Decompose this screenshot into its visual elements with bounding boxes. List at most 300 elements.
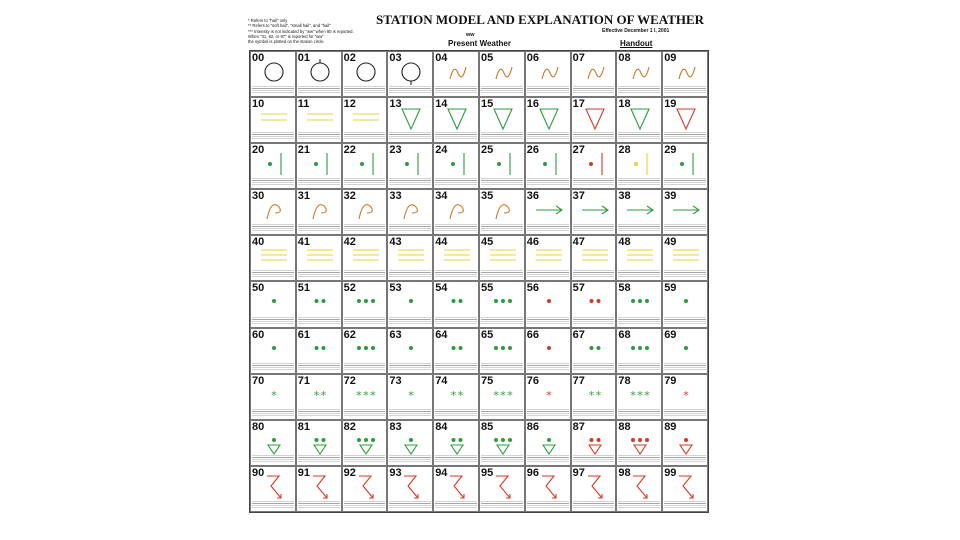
- handout-label: Handout: [620, 39, 653, 48]
- weather-cell-31: [296, 189, 342, 235]
- weather-cell-26: [525, 143, 571, 189]
- weather-code: 60: [252, 328, 265, 341]
- weather-symbol-icon: [438, 426, 476, 456]
- weather-symbol-icon: [255, 57, 293, 87]
- weather-code: 67: [572, 328, 585, 341]
- description-text-block: [435, 178, 477, 187]
- description-text-block: [481, 455, 523, 464]
- weather-cell-11: [296, 97, 342, 143]
- description-text-block: [298, 224, 340, 233]
- weather-cell-94: [433, 466, 479, 512]
- weather-code: 87: [572, 420, 585, 433]
- weather-code: 31: [297, 190, 311, 203]
- weather-symbol-icon: [347, 149, 385, 179]
- weather-code: 10: [252, 98, 265, 111]
- weather-symbol-icon: [392, 57, 430, 87]
- description-text-block: [252, 224, 294, 233]
- weather-symbol-icon: [484, 287, 522, 317]
- weather-code: 90: [252, 466, 265, 479]
- weather-cell-14: [433, 97, 479, 143]
- description-text-block: [435, 86, 477, 95]
- weather-code: 61: [297, 328, 311, 341]
- weather-cell-00: [250, 51, 296, 97]
- weather-code: 45: [480, 236, 494, 249]
- weather-cell-96: [525, 466, 571, 512]
- description-text-block: [481, 317, 523, 326]
- weather-symbol-icon: [621, 426, 659, 456]
- footnote: *** Intensity is not indicated by "ww" when 80 is reported.: [248, 28, 354, 34]
- description-text-block: [435, 270, 477, 279]
- description-text-block: [389, 363, 431, 372]
- description-text-block: [618, 132, 660, 141]
- weather-symbol-icon: [392, 380, 430, 410]
- weather-code: 37: [572, 190, 585, 203]
- description-text-block: [618, 317, 660, 326]
- weather-code: 98: [618, 466, 631, 479]
- weather-cell-72: [342, 374, 388, 420]
- weather-cell-10: [250, 97, 296, 143]
- weather-cell-98: [616, 466, 662, 512]
- weather-symbol-icon: [255, 426, 293, 456]
- weather-code: 43: [389, 236, 402, 249]
- weather-code: 49: [664, 236, 677, 249]
- footnote: ** Refers to "soft hail", "small hail", and "hail": [248, 23, 331, 29]
- weather-code: 94: [435, 466, 448, 479]
- description-text-block: [573, 178, 615, 187]
- weather-symbol-icon: [621, 149, 659, 179]
- weather-code: 33: [389, 190, 402, 203]
- weather-code: 02: [343, 52, 356, 64]
- weather-code: 80: [252, 420, 265, 433]
- weather-cell-81: [296, 420, 342, 466]
- weather-code: 13: [389, 98, 402, 111]
- page-title: STATION MODEL AND EXPLANATION OF WEATHER: [376, 12, 705, 27]
- weather-code: 01: [297, 52, 311, 64]
- weather-code: 19: [664, 98, 677, 111]
- weather-code: 76: [526, 374, 540, 387]
- description-text-block: [527, 455, 569, 464]
- svg-text:*: *: [595, 388, 601, 402]
- weather-cell-47: [571, 235, 617, 281]
- weather-cell-53: [387, 281, 433, 327]
- svg-text:*: *: [546, 388, 552, 402]
- weather-symbol-icon: [301, 287, 339, 317]
- weather-symbol-icon: [667, 287, 705, 317]
- weather-symbol-icon: [301, 103, 339, 133]
- weather-code: 58: [618, 282, 631, 295]
- weather-code: 27: [572, 144, 585, 157]
- weather-cell-83: [387, 420, 433, 466]
- weather-cell-35: [479, 189, 525, 235]
- weather-code: 57: [572, 282, 585, 295]
- weather-symbol-icon: [530, 241, 568, 271]
- weather-symbol-icon: [438, 241, 476, 271]
- footnote: * Refers to "hail" only: [248, 18, 288, 23]
- weather-symbol-icon: [438, 472, 476, 502]
- description-text-block: [527, 270, 569, 279]
- svg-text:*: *: [644, 388, 651, 402]
- weather-symbol-icon: [576, 472, 614, 502]
- description-text-block: [389, 178, 431, 187]
- weather-symbol-icon: [484, 380, 522, 410]
- weather-code: 97: [572, 466, 585, 479]
- description-text-block: [664, 132, 706, 141]
- svg-text:*: *: [362, 388, 369, 402]
- weather-cell-45: [479, 235, 525, 281]
- weather-symbol-icon: [392, 241, 430, 271]
- description-text-block: [573, 363, 615, 372]
- weather-code: 56: [526, 282, 540, 295]
- weather-symbol-icon: [484, 241, 522, 271]
- weather-cell-59: [662, 281, 708, 327]
- description-text-block: [481, 224, 523, 233]
- description-text-block: [389, 317, 431, 326]
- weather-symbol-icon: [255, 472, 293, 502]
- weather-symbol-icon: [347, 241, 385, 271]
- weather-code: 95: [480, 466, 494, 479]
- weather-symbol-icon: [255, 287, 293, 317]
- weather-cell-89: [662, 420, 708, 466]
- weather-symbol-icon: [530, 149, 568, 179]
- weather-symbol-icon: [347, 426, 385, 456]
- weather-symbol-icon: [530, 426, 568, 456]
- weather-cell-22: [342, 143, 388, 189]
- weather-cell-12: [342, 97, 388, 143]
- weather-cell-16: [525, 97, 571, 143]
- weather-code: 20: [252, 144, 265, 157]
- weather-cell-36: [525, 189, 571, 235]
- weather-cell-77: [571, 374, 617, 420]
- weather-symbol-icon: [301, 241, 339, 271]
- present-weather-grid: [249, 50, 709, 513]
- weather-code: 79: [664, 374, 677, 387]
- weather-cell-19: [662, 97, 708, 143]
- description-text-block: [252, 409, 294, 418]
- description-text-block: [252, 270, 294, 279]
- weather-cell-13: [387, 97, 433, 143]
- weather-cell-70: [250, 374, 296, 420]
- weather-cell-95: [479, 466, 525, 512]
- weather-symbol-icon: [301, 334, 339, 364]
- weather-code: 24: [435, 144, 448, 157]
- weather-code: 73: [389, 374, 402, 387]
- svg-text:*: *: [320, 388, 327, 402]
- weather-symbol-icon: [667, 57, 705, 87]
- weather-code: 75: [480, 374, 494, 387]
- weather-cell-82: [342, 420, 388, 466]
- description-text-block: [252, 363, 294, 372]
- weather-code: 17: [572, 98, 585, 111]
- weather-symbol-icon: [667, 149, 705, 179]
- weather-cell-24: [433, 143, 479, 189]
- svg-text:*: *: [637, 388, 644, 402]
- svg-text:*: *: [450, 388, 457, 402]
- description-text-block: [252, 501, 294, 510]
- description-text-block: [481, 132, 523, 141]
- description-text-block: [527, 132, 569, 141]
- weather-symbol-icon: [438, 287, 476, 317]
- weather-cell-37: [571, 189, 617, 235]
- weather-cell-65: [479, 328, 525, 374]
- weather-symbol-icon: [484, 195, 522, 225]
- weather-cell-39: [662, 189, 708, 235]
- weather-symbol-icon: [301, 380, 339, 410]
- weather-cell-33: [387, 189, 433, 235]
- description-text-block: [344, 270, 386, 279]
- description-text-block: [298, 270, 340, 279]
- weather-symbol-icon: [621, 287, 659, 317]
- weather-symbol-icon: [301, 426, 339, 456]
- description-text-block: [298, 178, 340, 187]
- description-text-block: [527, 86, 569, 95]
- description-text-block: [298, 501, 340, 510]
- weather-symbol-icon: [347, 195, 385, 225]
- svg-text:*: *: [507, 388, 513, 402]
- description-text-block: [435, 224, 477, 233]
- weather-cell-60: [250, 328, 296, 374]
- weather-cell-06: [525, 51, 571, 97]
- weather-symbol-icon: [347, 287, 385, 317]
- weather-code: 85: [480, 420, 494, 433]
- svg-text:*: *: [500, 388, 506, 402]
- weather-cell-49: [662, 235, 708, 281]
- description-text-block: [481, 178, 523, 187]
- weather-cell-44: [433, 235, 479, 281]
- description-text-block: [664, 270, 706, 279]
- description-text-block: [664, 86, 706, 95]
- description-text-block: [344, 178, 386, 187]
- description-text-block: [527, 409, 569, 418]
- weather-symbol-icon: [484, 103, 522, 133]
- description-text-block: [435, 501, 477, 510]
- weather-cell-86: [525, 420, 571, 466]
- weather-code: 16: [526, 98, 540, 111]
- weather-code: 92: [343, 466, 356, 479]
- weather-code: 88: [618, 420, 631, 433]
- svg-text:*: *: [493, 388, 499, 402]
- weather-code: 30: [252, 190, 265, 203]
- weather-symbol-icon: [667, 334, 705, 364]
- description-text-block: [252, 86, 294, 95]
- weather-cell-92: [342, 466, 388, 512]
- weather-code: 06: [526, 52, 540, 64]
- weather-cell-01: [296, 51, 342, 97]
- weather-symbol-icon: [255, 149, 293, 179]
- weather-code: 81: [297, 420, 311, 433]
- description-text-block: [618, 455, 660, 464]
- description-text-block: [527, 317, 569, 326]
- weather-symbol-icon: [392, 149, 430, 179]
- description-text-block: [344, 132, 386, 141]
- weather-symbol-icon: [255, 380, 293, 410]
- weather-code: 83: [389, 420, 402, 433]
- weather-symbol-icon: [576, 426, 614, 456]
- description-text-block: [344, 363, 386, 372]
- description-text-block: [389, 270, 431, 279]
- description-text-block: [618, 270, 660, 279]
- weather-cell-57: [571, 281, 617, 327]
- description-text-block: [344, 86, 386, 95]
- weather-symbol-icon: [530, 380, 568, 410]
- weather-code: 35: [480, 190, 494, 203]
- description-text-block: [664, 409, 706, 418]
- weather-code: 07: [572, 52, 585, 64]
- svg-text:*: *: [683, 388, 689, 402]
- description-text-block: [344, 455, 386, 464]
- weather-cell-67: [571, 328, 617, 374]
- weather-cell-78: [616, 374, 662, 420]
- weather-code: 34: [435, 190, 448, 203]
- description-text-block: [298, 455, 340, 464]
- weather-symbol-icon: [301, 149, 339, 179]
- weather-code: 50: [252, 282, 265, 295]
- weather-symbol-icon: [255, 241, 293, 271]
- weather-code: 40: [252, 236, 265, 249]
- weather-cell-63: [387, 328, 433, 374]
- page-subtitle: Present Weather: [448, 39, 511, 48]
- svg-text:*: *: [457, 388, 464, 402]
- weather-cell-76: [525, 374, 571, 420]
- weather-cell-68: [616, 328, 662, 374]
- description-text-block: [573, 86, 615, 95]
- weather-symbol-icon: [438, 380, 476, 410]
- weather-symbol-icon: [576, 334, 614, 364]
- weather-symbol-icon: [667, 472, 705, 502]
- weather-cell-93: [387, 466, 433, 512]
- weather-code: 25: [480, 144, 494, 157]
- description-text-block: [298, 317, 340, 326]
- weather-cell-03: [387, 51, 433, 97]
- weather-symbol-icon: [301, 195, 339, 225]
- weather-symbol-icon: [484, 149, 522, 179]
- weather-code: 93: [389, 466, 402, 479]
- weather-symbol-icon: [347, 380, 385, 410]
- weather-cell-43: [387, 235, 433, 281]
- weather-symbol-icon: [667, 103, 705, 133]
- weather-code: 59: [664, 282, 677, 295]
- weather-code: 72: [343, 374, 356, 387]
- weather-code: 09: [664, 52, 677, 64]
- weather-code: 22: [343, 144, 356, 157]
- weather-cell-54: [433, 281, 479, 327]
- description-text-block: [344, 317, 386, 326]
- weather-code: 99: [664, 466, 677, 479]
- description-text-block: [298, 132, 340, 141]
- weather-cell-51: [296, 281, 342, 327]
- weather-symbol-icon: [392, 472, 430, 502]
- weather-code: 51: [297, 282, 311, 295]
- weather-cell-62: [342, 328, 388, 374]
- weather-cell-32: [342, 189, 388, 235]
- description-text-block: [527, 501, 569, 510]
- description-text-block: [664, 224, 706, 233]
- footnote: When "31, 82, or 97" is reported for "ww": [248, 33, 324, 39]
- weather-cell-52: [342, 281, 388, 327]
- svg-text:*: *: [313, 388, 320, 402]
- description-text-block: [344, 409, 386, 418]
- weather-cell-04: [433, 51, 479, 97]
- description-text-block: [573, 317, 615, 326]
- weather-symbol-icon: [438, 195, 476, 225]
- weather-symbol-icon: [576, 195, 614, 225]
- weather-symbol-icon: [621, 334, 659, 364]
- description-text-block: [435, 409, 477, 418]
- description-text-block: [618, 178, 660, 187]
- svg-text:*: *: [355, 388, 362, 402]
- weather-symbol-icon: [530, 472, 568, 502]
- weather-symbol-icon: [530, 57, 568, 87]
- weather-code: 38: [618, 190, 631, 203]
- weather-symbol-icon: [347, 57, 385, 87]
- weather-cell-18: [616, 97, 662, 143]
- weather-symbol-icon: [392, 287, 430, 317]
- svg-text:*: *: [408, 388, 415, 402]
- weather-code: 26: [526, 144, 540, 157]
- description-text-block: [389, 455, 431, 464]
- weather-symbol-icon: [576, 149, 614, 179]
- weather-symbol-icon: [621, 195, 659, 225]
- weather-code: 53: [389, 282, 402, 295]
- description-text-block: [435, 132, 477, 141]
- svg-text:*: *: [588, 388, 594, 402]
- weather-symbol-icon: [621, 57, 659, 87]
- weather-code: 05: [480, 52, 494, 64]
- description-text-block: [481, 501, 523, 510]
- weather-code: 70: [252, 374, 265, 387]
- weather-symbol-icon: [621, 472, 659, 502]
- weather-cell-15: [479, 97, 525, 143]
- description-text-block: [435, 363, 477, 372]
- description-text-block: [618, 224, 660, 233]
- description-text-block: [389, 86, 431, 95]
- weather-symbol-icon: [347, 103, 385, 133]
- weather-cell-40: [250, 235, 296, 281]
- weather-cell-29: [662, 143, 708, 189]
- weather-cell-58: [616, 281, 662, 327]
- description-text-block: [481, 409, 523, 418]
- weather-symbol-icon: [576, 287, 614, 317]
- weather-cell-66: [525, 328, 571, 374]
- description-text-block: [252, 178, 294, 187]
- weather-cell-99: [662, 466, 708, 512]
- weather-symbol-icon: [301, 57, 339, 87]
- weather-cell-25: [479, 143, 525, 189]
- description-text-block: [344, 501, 386, 510]
- weather-code: 36: [526, 190, 540, 203]
- weather-symbol-icon: [392, 334, 430, 364]
- weather-cell-73: [387, 374, 433, 420]
- weather-cell-28: [616, 143, 662, 189]
- weather-code: 15: [480, 98, 494, 111]
- description-text-block: [252, 455, 294, 464]
- description-text-block: [664, 317, 706, 326]
- description-text-block: [573, 501, 615, 510]
- weather-symbol-icon: [621, 241, 659, 271]
- weather-symbol-icon: [576, 103, 614, 133]
- description-text-block: [298, 409, 340, 418]
- weather-symbol-icon: [667, 426, 705, 456]
- description-text-block: [573, 455, 615, 464]
- weather-symbol-icon: [392, 426, 430, 456]
- description-text-block: [389, 224, 431, 233]
- weather-symbol-icon: [255, 103, 293, 133]
- weather-cell-84: [433, 420, 479, 466]
- weather-code: 46: [526, 236, 540, 249]
- weather-code: 14: [435, 98, 448, 111]
- weather-cell-20: [250, 143, 296, 189]
- weather-symbol-icon: [576, 57, 614, 87]
- weather-cell-08: [616, 51, 662, 97]
